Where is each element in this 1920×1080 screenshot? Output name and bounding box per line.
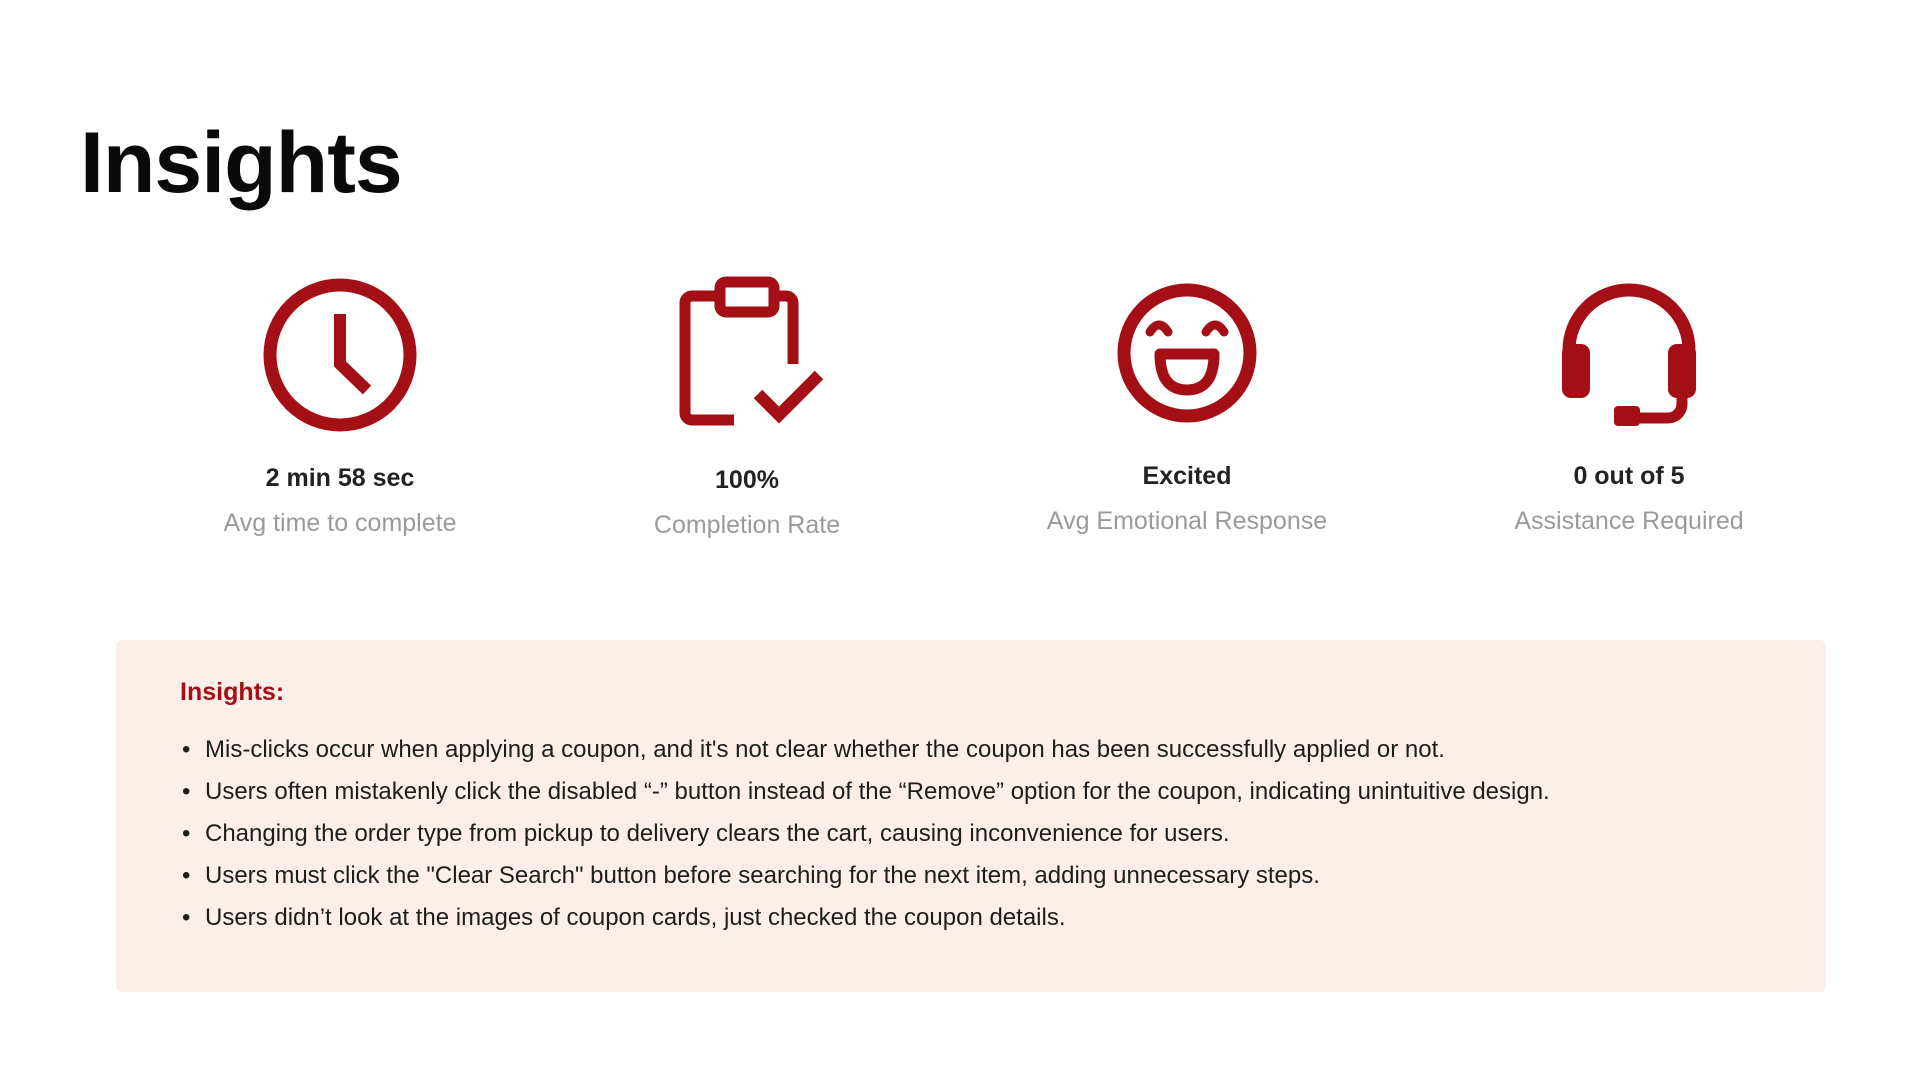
list-item — [180, 729, 1762, 771]
metric-label: Completion Rate — [653, 511, 841, 539]
clipboard-check-icon — [662, 272, 832, 442]
metric-value: Excited — [1142, 462, 1232, 490]
bullet-icon: • — [182, 736, 191, 763]
headset-icon — [1544, 268, 1714, 438]
page-title: Insights — [80, 115, 402, 211]
clock-icon — [255, 270, 425, 440]
metric-completion-rate — [557, 272, 937, 540]
bullet-icon: • — [182, 904, 191, 931]
metric-value: 0 out of 5 — [1573, 462, 1685, 490]
metric-label: Avg time to complete — [223, 509, 457, 537]
list-item — [180, 771, 1762, 813]
metric-assistance-required — [1439, 268, 1819, 536]
metric-value: 100% — [715, 466, 779, 494]
bullet-icon: • — [182, 778, 191, 805]
insight-text: Users often mistakenly click the disabled “-” button instead of the “Remove” option for the coupon, indicating unintuitive design. — [205, 778, 1550, 805]
metric-avg-time — [150, 270, 530, 538]
bullet-icon: • — [182, 862, 191, 889]
insight-text: Changing the order type from pickup to delivery clears the cart, causing inconvenience for users. — [205, 820, 1230, 847]
list-item — [180, 813, 1762, 855]
metric-value: 2 min 58 sec — [265, 464, 415, 492]
metric-label: Avg Emotional Response — [1046, 507, 1328, 535]
list-item — [180, 855, 1762, 897]
insights-heading: Insights: — [180, 678, 285, 706]
insight-text: Users didn’t look at the images of coupon cards, just checked the coupon details. — [205, 904, 1066, 931]
insight-text: Users must click the "Clear Search" button before searching for the next item, adding unnecessary steps. — [205, 862, 1320, 889]
insights-list — [180, 729, 1762, 939]
insight-text: Mis-clicks occur when applying a coupon, and it's not clear whether the coupon has been successfully applied or not. — [205, 736, 1445, 763]
list-item — [180, 897, 1762, 939]
metric-emotional-response — [997, 268, 1377, 536]
bullet-icon: • — [182, 820, 191, 847]
metric-label: Assistance Required — [1514, 507, 1744, 535]
insights-panel — [116, 640, 1826, 992]
excited-face-icon — [1102, 268, 1272, 438]
